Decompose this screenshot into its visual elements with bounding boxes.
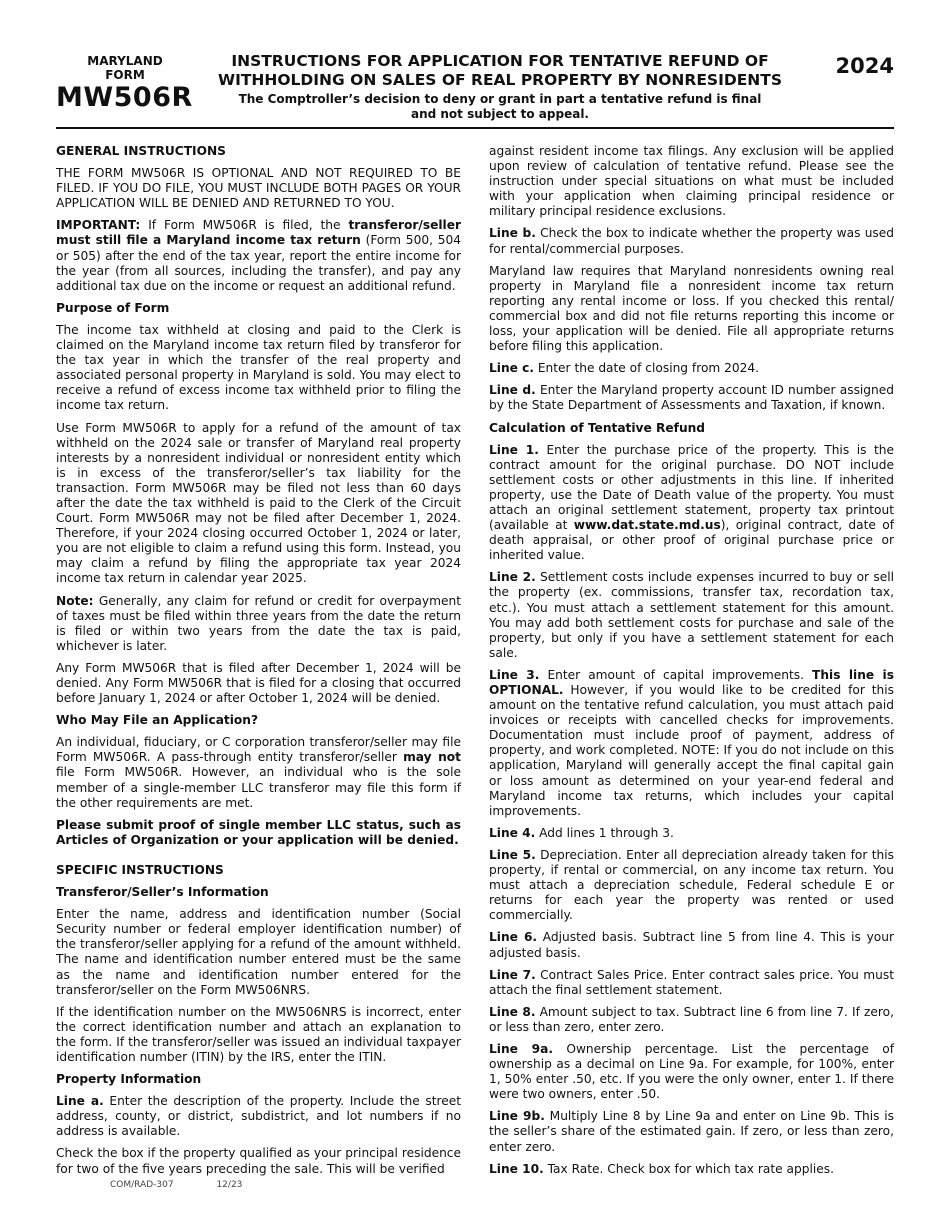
line-c-paragraph (489, 361, 894, 376)
important-paragraph (56, 218, 461, 293)
line-9b-text: Multiply Line 8 by Line 9a and enter on Line 9b. This is the seller’s share of the estimated gain. If zero, or less than zero, enter zero. (489, 1109, 895, 1154)
llc-proof-text: Please submit proof of single member LLC status, such as Articles of Organization or your application will be denied. (56, 817, 461, 847)
transferor-paragraph-1: Enter the name, address and identification number (Social Security number or federal employer identification number) of the transferor/seller applying for a refund of the amount withheld. The name and identification number entered must be the same as the name and identification number entered for the transferor/seller on the Form MW506NRS. (56, 907, 461, 997)
page-subtitle: The Comptroller’s decision to deny or grant in part a tentative refund is final and not subject to appeal. (238, 92, 762, 121)
line-1-label: Line 1. (489, 442, 539, 457)
line-7-text: Contract Sales Price. Enter contract sales price. You must attach the final settlement statement. (489, 967, 894, 997)
line-3-label: Line 3. (489, 667, 540, 682)
line-9b-label: Line 9b. (489, 1109, 545, 1124)
line-10-paragraph (489, 1162, 894, 1177)
line-2-text: Settlement costs include expenses incurred to buy or sell the property (ex. commissions, transfer tax, recordation tax, etc.). You must attach a settlement statement for this amount. You may add both settlement costs for purchase and sale of the property, but only if you have a settlement statement for each sale. (489, 570, 894, 660)
line-d-paragraph (489, 383, 894, 413)
line-d-text: Enter the Maryland property account ID number assigned by the State Department of Assessments and Taxation, if known. (489, 383, 895, 413)
line-1-paragraph (489, 443, 894, 564)
tax-year: 2024 (835, 54, 894, 78)
purpose-paragraph-2: Use Form MW506R to apply for a refund of the amount of tax withheld on the 2024 sale or transfer of Maryland real property interests by a nonresident individual or nonresident entity which is in excess of the transferor/seller’s tax liability for the transaction. Form MW506R may be filed not less than 60 days after the date the tax withheld is paid to the Clerk of the Circuit Court. Form MW506R may not be filed after December 1, 2024. Therefore, if your 2024 closing occurred October 1, 2024 or later, you are not eligible to claim a refund using this form. Instead, you may claim a refund by filing the appropriate tax year 2024 income tax return in calendar year 2025. (56, 420, 461, 586)
line-9a-paragraph (489, 1042, 894, 1102)
line-1-text-a: Enter the purchase price of the property. This is the contract amount for the original purchase. DO NOT include settlement costs or other adjustments in this line. If inherited property, use the Date of Death value of the property. You must attach an original settlement statement, property tax printout (available at (489, 442, 894, 533)
optional-notice: THE FORM MW506R IS OPTIONAL AND NOT REQUIRED TO BE FILED. IF YOU DO FILE, YOU MUST INCLUDE BOTH PAGES OR YOUR APPLICATION WILL BE DENIED AND RETURNED TO YOU. (56, 166, 461, 211)
note-paragraph (56, 594, 461, 654)
sdat-link[interactable]: www.dat.state.md.us (573, 518, 721, 533)
property-info-heading: Property Information (56, 1072, 202, 1087)
line-a-paragraph (56, 1094, 461, 1139)
transferor-heading: Transferor/Seller’s Information (56, 885, 269, 900)
purpose-paragraph-3: Any Form MW506R that is filed after December 1, 2024 will be denied. Any Form MW506R that is filed for a closing that occurred before January 1, 2024 or after October 1, 2024 will be denied. (56, 660, 461, 706)
line-3-paragraph (489, 668, 894, 819)
who-may-file-heading: Who May File an Application? (56, 713, 259, 728)
line-6-paragraph (489, 930, 894, 960)
principal-residence-paragraph: Check the box if the property qualified as your principal residence for two of the five years preceding the sale. This will be verified (56, 1146, 461, 1176)
line-3-text-a: Enter amount of capital improvements. (539, 667, 813, 682)
line-10-text: Tax Rate. Check box for which tax rate applies. (543, 1161, 834, 1176)
line-a-label: Line a. (56, 1094, 104, 1109)
purpose-paragraph-1: The income tax withheld at closing and paid to the Clerk is claimed on the Maryland income tax return filed by transferor for the tax year in which the transfer of the real property and associated personal property in Maryland is sold. You may elect to receive a refund of excess income tax withheld prior to filing the income tax return. (56, 322, 461, 413)
general-instructions-heading: GENERAL INSTRUCTIONS (56, 144, 226, 158)
line-2-label: Line 2. (489, 570, 536, 585)
line-c-text: Enter the date of closing from 2024. (533, 361, 760, 376)
line-c-label: Line c. (489, 361, 534, 376)
line-9b-paragraph (489, 1109, 894, 1154)
right-column (489, 144, 894, 1184)
form-header (56, 52, 894, 124)
left-column (56, 144, 461, 1184)
who-text-a: An individual, fiduciary, or C corporation transferor/seller may file Form MW506R. A pass-through entity transferor/seller (56, 735, 461, 765)
line-7-label: Line 7. (489, 967, 536, 982)
line-6-text: Adjusted basis. Subtract line 5 from line 4. This is your adjusted basis. (489, 930, 894, 960)
who-bold: may not (403, 750, 461, 765)
line-b-text: Check the box to indicate whether the property was used for rental/commercial purposes. (489, 226, 894, 256)
line-b-paragraph (489, 226, 894, 256)
line-3-text-b: However, if you would like to be credited for this amount on the tentative refund calculation, you must attach paid invoices or receipts with cancelled checks for improvements. Documentation must include proof of payment, address of property, and work completed. NOTE: If you do not include on this application, Maryland will generally accept the final capital gain or loss amount as determined on your year-end federal and Maryland income tax returns, which includes your capital improvements. (489, 683, 894, 818)
line-5-paragraph (489, 848, 894, 923)
continued-paragraph: against resident income tax filings. Any exclusion will be applied upon review of calculation of tentative refund. Please see the instruction under special situations on what must be included with your application when claiming principal residence or military principal residence exclusions. (489, 144, 894, 219)
llc-proof-paragraph (56, 818, 461, 848)
page-title: INSTRUCTIONS FOR APPLICATION FOR TENTATIVE REFUND OF WITHHOLDING ON SALES OF REAL PROPERTY BY NONRESIDENTS (217, 52, 783, 89)
note-label: Note: (56, 593, 94, 608)
line-7-paragraph (489, 968, 894, 998)
who-text-b: file Form MW506R. However, an individual who is the sole member of a single-member LLC transferor may file this form if the other requirements are met. (56, 765, 461, 810)
line-6-label: Line 6. (489, 930, 538, 945)
important-bold: transferor/seller must still file a Maryland income tax return (56, 218, 461, 248)
important-text-b: (Form 500, 504 or 505) after the end of the tax year, report the entire income for the year (from all sources, including the transfer), and pay any additional tax due on the income or request an additional refund. (56, 233, 461, 293)
transferor-paragraph-2: If the identification number on the MW506NRS is incorrect, enter the correct identification number and attach an explanation to the form. If the transferor/seller was issued an individual taxpayer identification number (ITIN) by the IRS, enter the ITIN. (56, 1004, 461, 1064)
form-word: FORM (105, 68, 145, 82)
state-form-label (56, 54, 194, 82)
line-5-label: Line 5. (489, 847, 536, 862)
line-8-text: Amount subject to tax. Subtract line 6 from line 7. If zero, or less than zero, enter zero. (489, 1004, 894, 1034)
important-label: IMPORTANT: (56, 218, 141, 233)
line-1-text-b: ), original contract, date of death appraisal, or other proof of original purchase price or inherited value. (489, 518, 894, 563)
who-may-file-paragraph (56, 735, 461, 810)
calculation-heading: Calculation of Tentative Refund (489, 420, 706, 435)
maryland-law-paragraph: Maryland law requires that Maryland nonresidents owning real property in Maryland file a nonresident income tax return reporting any rental income or loss. If you checked this rental/ commercial box and did not file returns reporting this income or loss, your application will be denied. File all appropriate returns before filing this application. (489, 263, 894, 354)
note-text: Generally, any claim for refund or credit for overpayment of taxes must be filed within three years from the date the return is filed or within two years from the date the tax is paid, whichever is later. (56, 593, 461, 653)
form-number: MW506R (56, 82, 193, 113)
line-a-text: Enter the description of the property. Include the street address, county, or district, subdistrict, and lot numbers if no address is available. (56, 1094, 461, 1139)
form-code: COM/RAD-307 (110, 1180, 174, 1190)
purpose-heading: Purpose of Form (56, 300, 170, 315)
line-8-label: Line 8. (489, 1004, 536, 1019)
line-d-label: Line d. (489, 383, 536, 398)
line-9a-text: Ownership percentage. List the percentage of ownership as a decimal on Line 9a. For example, for 100%, enter 1, 50% enter .50, etc. If you were the only owner, enter 1. If there were two owners, enter .50. (489, 1041, 894, 1102)
line-9a-label: Line 9a. (489, 1041, 553, 1056)
header-divider (56, 127, 894, 129)
line-4-text: Add lines 1 through 3. (535, 825, 674, 840)
line-b-label: Line b. (489, 226, 536, 241)
line-5-text: Depreciation. Enter all depreciation already taken for this property, if rental or commercial, on any income tax return. You must attach a depreciation schedule, Federal schedule E or returns for each year the property was rented or used commercially. (489, 847, 894, 923)
line-2-paragraph (489, 570, 894, 661)
specific-instructions-heading: SPECIFIC INSTRUCTIONS (56, 862, 224, 877)
revision-date: 12/23 (216, 1180, 243, 1190)
line-4-paragraph (489, 826, 894, 841)
state-name: MARYLAND (87, 54, 163, 68)
line-10-label: Line 10. (489, 1161, 544, 1176)
line-8-paragraph (489, 1005, 894, 1035)
line-4-label: Line 4. (489, 825, 536, 840)
page-footer (110, 1180, 282, 1190)
important-text-a: If Form MW506R is filed, the (140, 218, 349, 233)
line-3-optional: This line is OPTIONAL. (489, 667, 894, 697)
